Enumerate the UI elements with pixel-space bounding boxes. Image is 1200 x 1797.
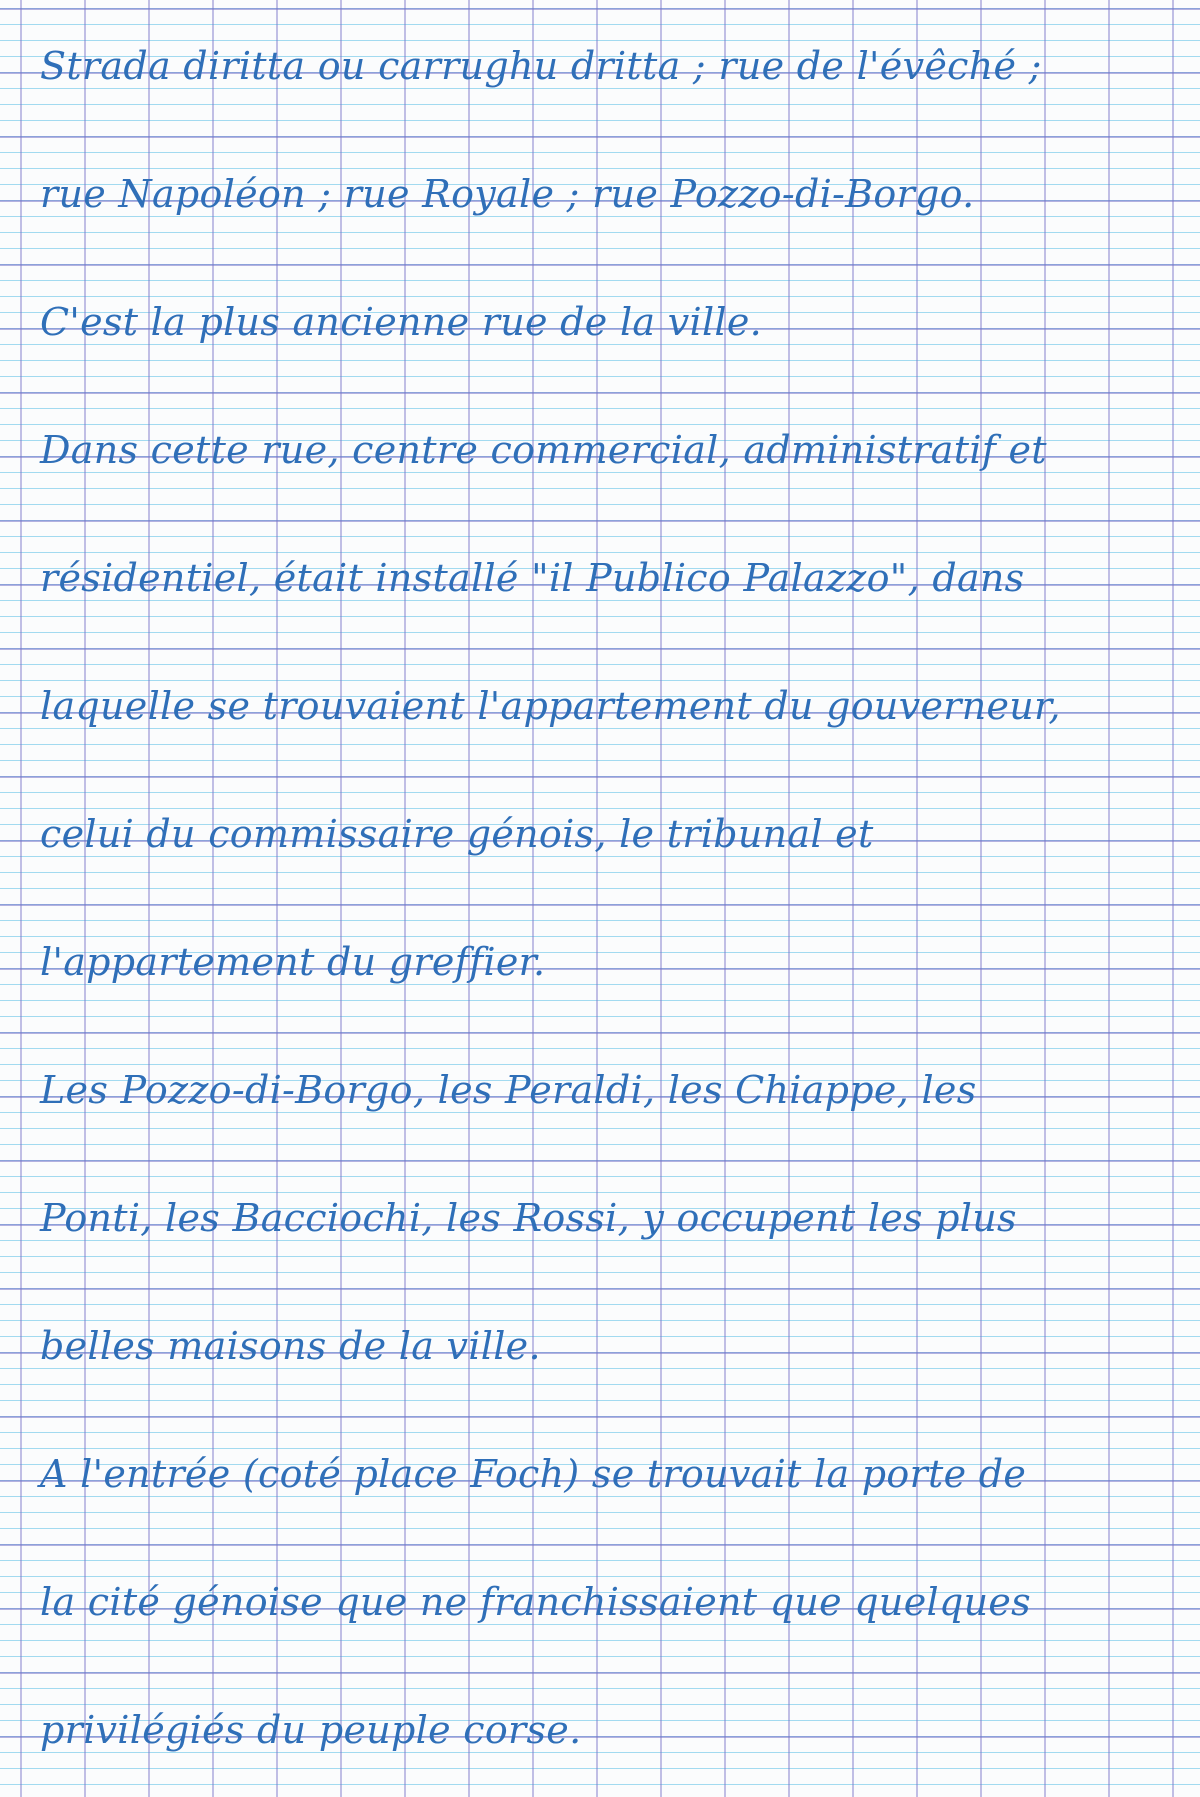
- text-line: l'appartement du greffier.: [40, 940, 546, 984]
- text-line: laquelle se trouvaient l'appartement du gouverneur,: [40, 684, 1061, 728]
- text-line: la cité génoise que ne franchissaient que quelques: [40, 1580, 1031, 1624]
- text-line: belles maisons de la ville.: [40, 1324, 541, 1368]
- text-line: Dans cette rue, centre commercial, administratif et: [40, 428, 1047, 472]
- text-line: résidentiel, était installé "il Publico Palazzo", dans: [40, 556, 1025, 600]
- text-line: Ponti, les Bacciochi, les Rossi, y occupent les plus: [40, 1196, 1017, 1240]
- text-line: Strada diritta ou carrughu dritta ; rue de l'évêché ;: [40, 44, 1042, 88]
- text-line: privilégiés du peuple corse.: [40, 1708, 582, 1752]
- text-line: C'est la plus ancienne rue de la ville.: [40, 300, 763, 344]
- text-line: rue Napoléon ; rue Royale ; rue Pozzo-di-Borgo.: [40, 172, 975, 216]
- text-line: Les Pozzo-di-Borgo, les Peraldi, les Chiappe, les: [40, 1068, 977, 1112]
- text-line: A l'entrée (coté place Foch) se trouvait la porte de: [40, 1452, 1027, 1496]
- text-line: celui du commissaire génois, le tribunal et: [40, 812, 874, 856]
